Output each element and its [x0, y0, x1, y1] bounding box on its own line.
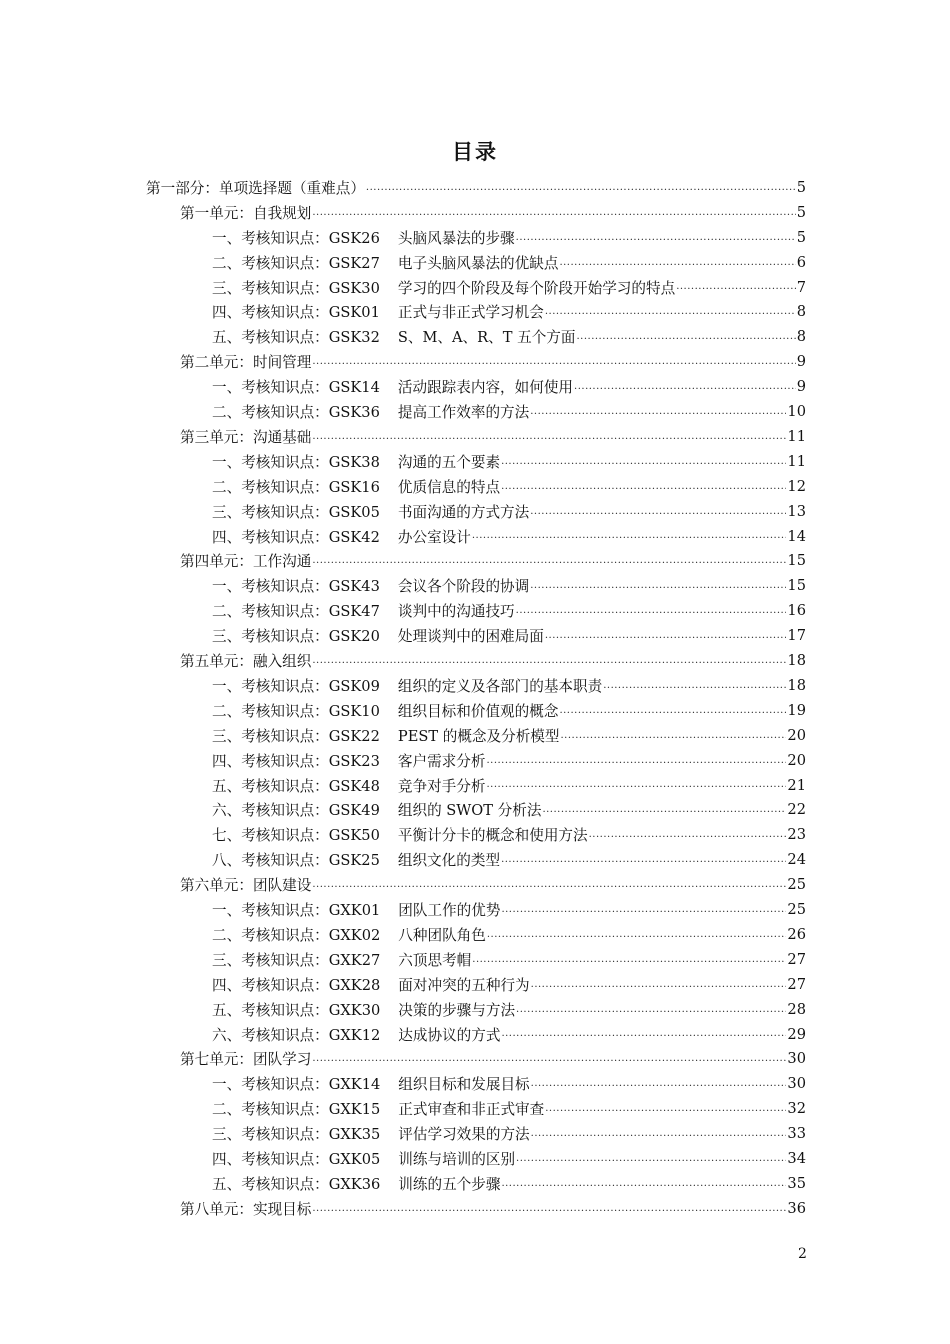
toc-entry-unit[interactable] — [180, 648, 806, 673]
toc-entry-code: 三、考核知识点：GXK35 — [212, 1126, 381, 1144]
toc-entry-text — [180, 874, 311, 895]
toc-entry-topic[interactable] — [212, 1071, 806, 1096]
toc-entry-topic[interactable] — [212, 822, 806, 847]
toc-leader-dots — [531, 1073, 787, 1096]
toc-entry-label: 客户需求分析 — [397, 752, 486, 770]
toc-entry-label: 优质信息的特点 — [397, 478, 501, 496]
toc-leader-dots — [574, 376, 796, 399]
toc-leader-dots — [487, 924, 787, 947]
toc-entry-label: 组织的 SWOT 分析法 — [397, 802, 542, 820]
toc-leader-dots — [312, 650, 786, 673]
toc-entry-page: 34 — [787, 1150, 806, 1168]
toc-entry-topic[interactable] — [212, 798, 806, 823]
toc-entry-topic[interactable] — [212, 748, 806, 773]
toc-entry-label: 组织文化的类型 — [397, 852, 501, 870]
toc-entry-page: 35 — [787, 1174, 806, 1192]
toc-leader-dots — [545, 301, 796, 324]
toc-leader-dots — [312, 874, 786, 897]
toc-entry-label: 正式审查和非正式审查 — [398, 1101, 545, 1119]
toc-entry-text — [212, 501, 529, 522]
toc-entry-code: 三、考核知识点：GXK27 — [212, 951, 381, 969]
toc-entry-topic[interactable] — [212, 1096, 806, 1121]
toc-entry-page: 18 — [787, 676, 806, 694]
toc-entry-topic[interactable] — [212, 1121, 806, 1146]
toc-entry-page: 5 — [796, 228, 806, 246]
toc-entry-code: 四、考核知识点：GSK42 — [212, 528, 380, 546]
toc-entry-text — [212, 1173, 500, 1194]
toc-entry-text — [212, 526, 471, 547]
toc-entry-page: 36 — [787, 1199, 806, 1217]
toc-entry-page: 33 — [787, 1125, 806, 1143]
page-number: 2 — [798, 1246, 807, 1262]
toc-entry-label: 组织目标和价值观的概念 — [397, 702, 559, 720]
toc-entry-page: 20 — [787, 751, 806, 769]
toc-entry-topic[interactable] — [212, 1022, 806, 1047]
toc-entry-label: 训练与培训的区别 — [398, 1151, 516, 1169]
toc-leader-dots — [501, 476, 786, 499]
toc-entry-topic[interactable] — [212, 524, 806, 549]
toc-entry-page: 8 — [796, 303, 806, 321]
toc-entry-label: 第六单元：团队建设 — [180, 877, 312, 895]
toc-leader-dots — [559, 252, 795, 275]
toc-entry-unit[interactable] — [180, 1047, 806, 1072]
toc-entry-topic[interactable] — [212, 499, 806, 524]
toc-entry-topic[interactable] — [212, 399, 806, 424]
toc-entry-page: 9 — [796, 353, 806, 371]
toc-entry-label: 第三单元：沟通基础 — [180, 428, 312, 446]
toc-entry-code: 二、考核知识点：GSK27 — [212, 254, 380, 272]
toc-entry-topic[interactable] — [212, 300, 806, 325]
toc-leader-dots — [542, 799, 786, 822]
toc-entry-code: 五、考核知识点：GSK32 — [212, 329, 380, 347]
toc-entry-text — [212, 451, 500, 472]
toc-entry-code: 七、考核知识点：GSK50 — [212, 827, 380, 845]
toc-entry-text — [180, 351, 311, 372]
toc-leader-dots — [312, 1048, 786, 1071]
toc-entry-page: 27 — [787, 950, 806, 968]
toc-entry-page: 14 — [787, 527, 806, 545]
toc-entry-text — [212, 1148, 515, 1169]
toc-entry-page: 26 — [787, 925, 806, 943]
toc-entry-text — [180, 550, 311, 571]
toc-leader-dots — [486, 774, 786, 797]
toc-entry-code: 二、考核知识点：GXK02 — [212, 926, 381, 944]
toc-leader-dots — [501, 899, 786, 922]
toc-entry-topic[interactable] — [212, 922, 806, 947]
toc-entry-label: 第四单元：工作沟通 — [180, 553, 312, 571]
toc-leader-dots — [366, 177, 796, 200]
toc-entry-label: 正式与非正式学习机会 — [397, 304, 544, 322]
toc-entry-page: 11 — [787, 452, 806, 470]
toc-entry-label: 决策的步骤与方法 — [398, 1001, 516, 1019]
toc-title: 目录 — [452, 140, 498, 164]
toc-leader-dots — [312, 1198, 786, 1221]
toc-entry-page: 30 — [787, 1050, 806, 1068]
toc-entry-label: 第五单元：融入组织 — [180, 653, 312, 671]
toc-leader-dots — [501, 1023, 786, 1046]
toc-entry-text — [212, 625, 544, 646]
toc-entry-page: 15 — [787, 577, 806, 595]
toc-leader-dots — [501, 1173, 786, 1196]
toc-entry-page: 32 — [787, 1100, 806, 1118]
toc-entry-page: 11 — [787, 427, 806, 445]
toc-entry-label: 六顶思考帽 — [398, 951, 472, 969]
toc-entry-page: 22 — [787, 801, 806, 819]
toc-entry-label: PEST 的概念及分析模型 — [397, 727, 560, 745]
toc-entry-label: 训练的五个步骤 — [398, 1175, 501, 1193]
toc-entry-code: 三、考核知识点：GSK20 — [212, 628, 380, 646]
toc-entry-text — [212, 575, 529, 596]
toc-entry-page: 25 — [787, 901, 806, 919]
toc-entry-text — [212, 999, 515, 1020]
toc-entry-label: 处理谈判中的困难局面 — [397, 628, 544, 646]
toc-leader-dots — [531, 1123, 787, 1146]
toc-entry-code: 一、考核知识点：GXK01 — [212, 902, 381, 920]
toc-entry-text — [212, 799, 541, 820]
toc-leader-dots — [312, 351, 795, 374]
toc-entry-code: 一、考核知识点：GSK14 — [212, 379, 380, 397]
toc-leader-dots — [530, 575, 786, 598]
toc-entry-code: 一、考核知识点：GSK09 — [212, 677, 380, 695]
toc-entry-text — [180, 1198, 311, 1219]
toc-entry-code: 三、考核知识点：GSK22 — [212, 727, 380, 745]
toc-entry-unit[interactable] — [180, 200, 806, 225]
toc-entry-page: 30 — [787, 1075, 806, 1093]
toc-entry-unit[interactable] — [180, 872, 806, 897]
toc-entry-topic[interactable] — [212, 1171, 806, 1196]
toc-leader-dots — [486, 750, 786, 773]
toc-entry-page: 20 — [787, 726, 806, 744]
toc-entry-page: 15 — [787, 552, 806, 570]
toc-entry-label: 团队工作的优势 — [398, 902, 501, 920]
toc-entry-text — [180, 650, 311, 671]
toc-entry-text — [212, 974, 530, 995]
toc-entry-topic[interactable] — [212, 723, 806, 748]
toc-entry-text — [212, 227, 515, 248]
toc-leader-dots — [545, 1098, 786, 1121]
toc-entry-page: 23 — [787, 826, 806, 844]
toc-entry-text — [180, 202, 311, 223]
toc-entry-part[interactable] — [146, 175, 806, 200]
toc-entry-code: 三、考核知识点：GSK05 — [212, 503, 380, 521]
toc-entry-label: 办公室设计 — [397, 528, 471, 546]
toc-leader-dots — [589, 824, 787, 847]
toc-leader-dots — [312, 426, 786, 449]
toc-entry-topic[interactable] — [212, 623, 806, 648]
toc-entry-label: 第一部分：单项选择题（重难点） — [146, 179, 365, 197]
toc-leader-dots — [676, 276, 796, 299]
toc-leader-dots — [501, 451, 786, 474]
toc-entry-label: 八种团队角色 — [398, 926, 486, 944]
toc-entry-page: 12 — [787, 477, 806, 495]
toc-leader-dots — [531, 974, 787, 997]
toc-entry-label: 提高工作效率的方法 — [397, 404, 530, 422]
toc-entry-text — [212, 476, 500, 497]
toc-entry-page: 8 — [796, 328, 806, 346]
toc-entry-code: 四、考核知识点：GSK23 — [212, 752, 380, 770]
toc-entry-label: 达成协议的方式 — [398, 1026, 501, 1044]
toc-entry-unit[interactable] — [180, 1196, 806, 1221]
toc-entry-topic[interactable] — [212, 847, 806, 872]
toc-entry-page: 9 — [796, 378, 806, 396]
toc-entry-code: 二、考核知识点：GSK10 — [212, 702, 380, 720]
toc-leader-dots — [312, 202, 795, 225]
toc-entry-page: 28 — [787, 1000, 806, 1018]
toc-leader-dots — [516, 227, 796, 250]
toc-entry-text — [212, 277, 675, 298]
toc-entry-text — [212, 1073, 530, 1094]
toc-entry-label: 书面沟通的方式方法 — [397, 503, 530, 521]
toc-leader-dots — [545, 625, 787, 648]
toc-entry-page: 21 — [787, 776, 806, 794]
toc-entry-text — [212, 775, 485, 796]
toc-entry-topic[interactable] — [212, 573, 806, 598]
toc-entry-code: 五、考核知识点：GSK48 — [212, 777, 380, 795]
toc-leader-dots — [530, 501, 786, 524]
toc-leader-dots — [516, 1148, 786, 1171]
toc-entry-topic[interactable] — [212, 598, 806, 623]
toc-entry-text — [212, 301, 544, 322]
toc-entry-topic[interactable] — [212, 947, 806, 972]
toc-entry-label: 沟通的五个要素 — [397, 453, 501, 471]
toc-entry-text — [212, 1098, 544, 1119]
toc-entry-code: 一、考核知识点：GSK26 — [212, 229, 380, 247]
toc-entry-text — [212, 376, 573, 397]
toc-leader-dots — [576, 326, 795, 349]
toc-entry-label: 第一单元：自我规划 — [180, 204, 312, 222]
toc-entry-text — [212, 949, 471, 970]
toc-entry-text — [212, 725, 559, 746]
toc-entry-code: 三、考核知识点：GSK30 — [212, 279, 380, 297]
toc-entry-label: 平衡计分卡的概念和使用方法 — [397, 827, 588, 845]
toc-leader-dots — [516, 600, 787, 623]
toc-entry-page: 19 — [787, 701, 806, 719]
toc-entry-page: 24 — [787, 851, 806, 869]
toc-entry-label: 谈判中的沟通技巧 — [397, 603, 515, 621]
toc-entry-topic[interactable] — [212, 673, 806, 698]
toc-entry-label: 组织的定义及各部门的基本职责 — [397, 677, 603, 695]
toc-entry-text — [180, 426, 311, 447]
toc-entry-label: 面对冲突的五种行为 — [398, 976, 530, 994]
toc-entry-label: 竞争对手分析 — [397, 777, 486, 795]
toc-entry-text — [146, 177, 365, 198]
toc-entry-text — [212, 326, 575, 347]
toc-entry-page: 27 — [787, 975, 806, 993]
toc-entry-page: 5 — [796, 203, 806, 221]
toc-entry-page: 10 — [787, 403, 806, 421]
toc-entry-text — [212, 899, 500, 920]
toc-entry-topic[interactable] — [212, 997, 806, 1022]
toc-leader-dots — [560, 725, 786, 748]
toc-entry-topic[interactable] — [212, 250, 806, 275]
toc-entry-page: 16 — [787, 602, 806, 620]
toc-leader-dots — [312, 550, 786, 573]
toc-entry-label: S、M、A、R、T 五个方面 — [397, 329, 576, 347]
toc-entry-page: 6 — [796, 253, 806, 271]
toc-leader-dots — [559, 700, 786, 723]
toc-entry-topic[interactable] — [212, 972, 806, 997]
toc-entry-topic[interactable] — [212, 449, 806, 474]
toc-entry-page: 13 — [787, 502, 806, 520]
toc-leader-dots — [603, 675, 786, 698]
toc-entry-unit[interactable] — [180, 549, 806, 574]
toc-entry-label: 活动跟踪表内容，如何使用 — [397, 379, 574, 397]
toc-entry-code: 五、考核知识点：GXK30 — [212, 1001, 381, 1019]
toc-entry-topic[interactable] — [212, 1146, 806, 1171]
toc-leader-dots — [501, 849, 786, 872]
toc-entry-text — [212, 1123, 530, 1144]
toc-entry-text — [212, 700, 558, 721]
toc-entry-topic[interactable] — [212, 698, 806, 723]
toc-entry-label: 第七单元：团队学习 — [180, 1051, 312, 1069]
toc-entry-page: 17 — [787, 627, 806, 645]
toc-entry-code: 八、考核知识点：GSK25 — [212, 852, 380, 870]
toc-entry-topic[interactable] — [212, 474, 806, 499]
toc-entry-label: 第二单元：时间管理 — [180, 354, 312, 372]
toc-entry-text — [212, 849, 500, 870]
toc-entry-topic[interactable] — [212, 897, 806, 922]
toc-entry-code: 二、考核知识点：GSK47 — [212, 603, 380, 621]
toc-entry-label: 头脑风暴法的步骤 — [397, 229, 515, 247]
toc-leader-dots — [530, 401, 786, 424]
toc-entry-code: 一、考核知识点：GXK14 — [212, 1076, 381, 1094]
toc-entry-topic[interactable] — [212, 374, 806, 399]
toc-entry-code: 二、考核知识点：GSK36 — [212, 404, 380, 422]
toc-entry-topic[interactable] — [212, 773, 806, 798]
toc-entry-topic[interactable] — [212, 324, 806, 349]
toc-entry-text — [212, 600, 515, 621]
toc-entry-label: 学习的四个阶段及每个阶段开始学习的特点 — [397, 279, 676, 297]
toc-entry-text — [212, 1024, 500, 1045]
toc-entry-text — [212, 401, 529, 422]
toc-entry-unit[interactable] — [180, 424, 806, 449]
toc-entry-code: 一、考核知识点：GSK43 — [212, 578, 380, 596]
toc-entry-topic[interactable] — [212, 225, 806, 250]
toc-entry-page: 18 — [787, 652, 806, 670]
toc-leader-dots — [516, 999, 786, 1022]
toc-entry-code: 四、考核知识点：GSK01 — [212, 304, 380, 322]
toc-entry-code: 五、考核知识点：GXK36 — [212, 1175, 381, 1193]
toc-leader-dots — [472, 949, 786, 972]
toc-entry-topic[interactable] — [212, 275, 806, 300]
toc-leader-dots — [472, 525, 787, 548]
toc-entry-label: 第八单元：实现目标 — [180, 1200, 312, 1218]
toc-entry-text — [212, 675, 602, 696]
toc-entry-code: 四、考核知识点：GXK05 — [212, 1151, 381, 1169]
toc-entry-text — [212, 750, 485, 771]
toc-entry-page: 25 — [787, 876, 806, 894]
toc-entry-code: 二、考核知识点：GSK16 — [212, 478, 380, 496]
toc-entry-unit[interactable] — [180, 349, 806, 374]
toc-entry-text — [212, 824, 588, 845]
toc-entry-text — [212, 924, 486, 945]
toc-entry-code: 二、考核知识点：GXK15 — [212, 1101, 381, 1119]
toc-entry-code: 一、考核知识点：GSK38 — [212, 453, 380, 471]
toc-entry-code: 六、考核知识点：GXK12 — [212, 1026, 381, 1044]
toc-entry-text — [180, 1048, 311, 1069]
toc-entry-text — [212, 252, 558, 273]
toc-entry-label: 会议各个阶段的协调 — [397, 578, 530, 596]
toc-entry-label: 组织目标和发展目标 — [398, 1076, 530, 1094]
toc-entry-page: 7 — [796, 278, 806, 296]
toc-entry-code: 四、考核知识点：GXK28 — [212, 976, 381, 994]
toc-entry-page: 29 — [787, 1025, 806, 1043]
toc-entry-label: 电子头脑风暴法的优缺点 — [397, 254, 559, 272]
toc-entry-page: 5 — [796, 178, 806, 196]
toc-entry-code: 六、考核知识点：GSK49 — [212, 802, 380, 820]
toc-entry-label: 评估学习效果的方法 — [398, 1126, 530, 1144]
